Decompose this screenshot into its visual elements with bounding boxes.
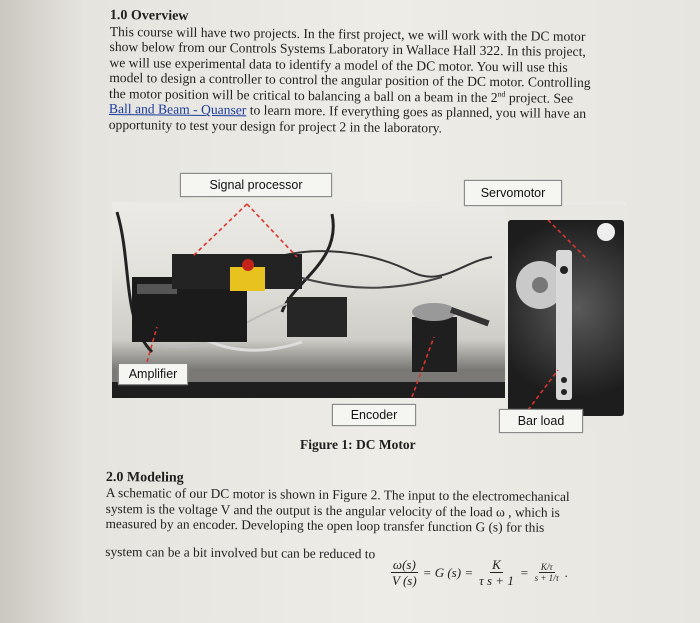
overview-line-3: we will use experimental data to identify a model of the DC motor. You will use this (109, 54, 568, 75)
fraction-normalized (533, 562, 561, 583)
fraction-numerator: ω(s) (392, 557, 416, 572)
overview-line-1: This course will have two projects. In the first project, we will work with the DC motor (109, 23, 586, 44)
ball-and-beam-link[interactable]: Ball and Beam - Quanser (108, 100, 247, 118)
overview-line-4: model to design a controller to control the angular position of the DC motor. Controlling (109, 69, 591, 91)
bar-load-illustration (508, 220, 624, 416)
fraction-denominator: τ s + 1 (479, 573, 514, 588)
fraction-first-order (477, 557, 516, 588)
transfer-function-equation (388, 557, 568, 588)
fraction-output-input (390, 557, 419, 588)
bar-load-label: Bar load (499, 409, 583, 433)
overview-line-5-text: the motor position will be critical to balancing a ball on a beam in the 2 (109, 85, 498, 105)
servomotor-label: Servomotor (464, 180, 562, 206)
equation-equals-g: = G (s) = (422, 564, 474, 580)
overview-line-5-rest: project. See (505, 89, 574, 106)
overview-heading: 1.0 Overview (109, 8, 189, 24)
modeling-line-2: system is the voltage V and the output is the angular velocity of the load ω , which is (105, 500, 560, 520)
ordinal-superscript: nd (497, 89, 506, 99)
modeling-section (105, 470, 626, 564)
overview-line-7: opportunity to test your design for project 2 in the laboratory. (108, 116, 443, 135)
encoder-label: Encoder (332, 404, 416, 426)
fraction-denominator: s + 1/τ (534, 573, 559, 583)
equation-equals: = (519, 564, 529, 580)
overview-section (109, 8, 650, 138)
modeling-line-4: system can be a bit involved but can be reduced to (105, 543, 376, 561)
modeling-heading: 2.0 Modeling (105, 470, 184, 486)
bar-load-panel (508, 220, 624, 416)
fraction-numerator: K/τ (540, 562, 553, 572)
figure-caption: Figure 1: DC Motor (300, 437, 416, 452)
modeling-line-1: A schematic of our DC motor is shown in Figure 2. The input to the electromechanical (105, 485, 570, 505)
equation-period: . (564, 564, 569, 580)
overview-line-6-rest: to learn more. If everything goes as planned, you will have an (246, 102, 587, 121)
modeling-line-3: measured by an encoder. Developing the open loop transfer function G (s) for this (105, 516, 545, 536)
fraction-denominator: V (s) (392, 573, 417, 588)
signal-processor-label: Signal processor (180, 173, 332, 197)
fraction-numerator: K (492, 557, 501, 572)
amplifier-label: Amplifier (118, 363, 188, 385)
overview-line-2: show below from our Controls Systems Laboratory in Wallace Hall 322. In this project, (109, 38, 586, 59)
